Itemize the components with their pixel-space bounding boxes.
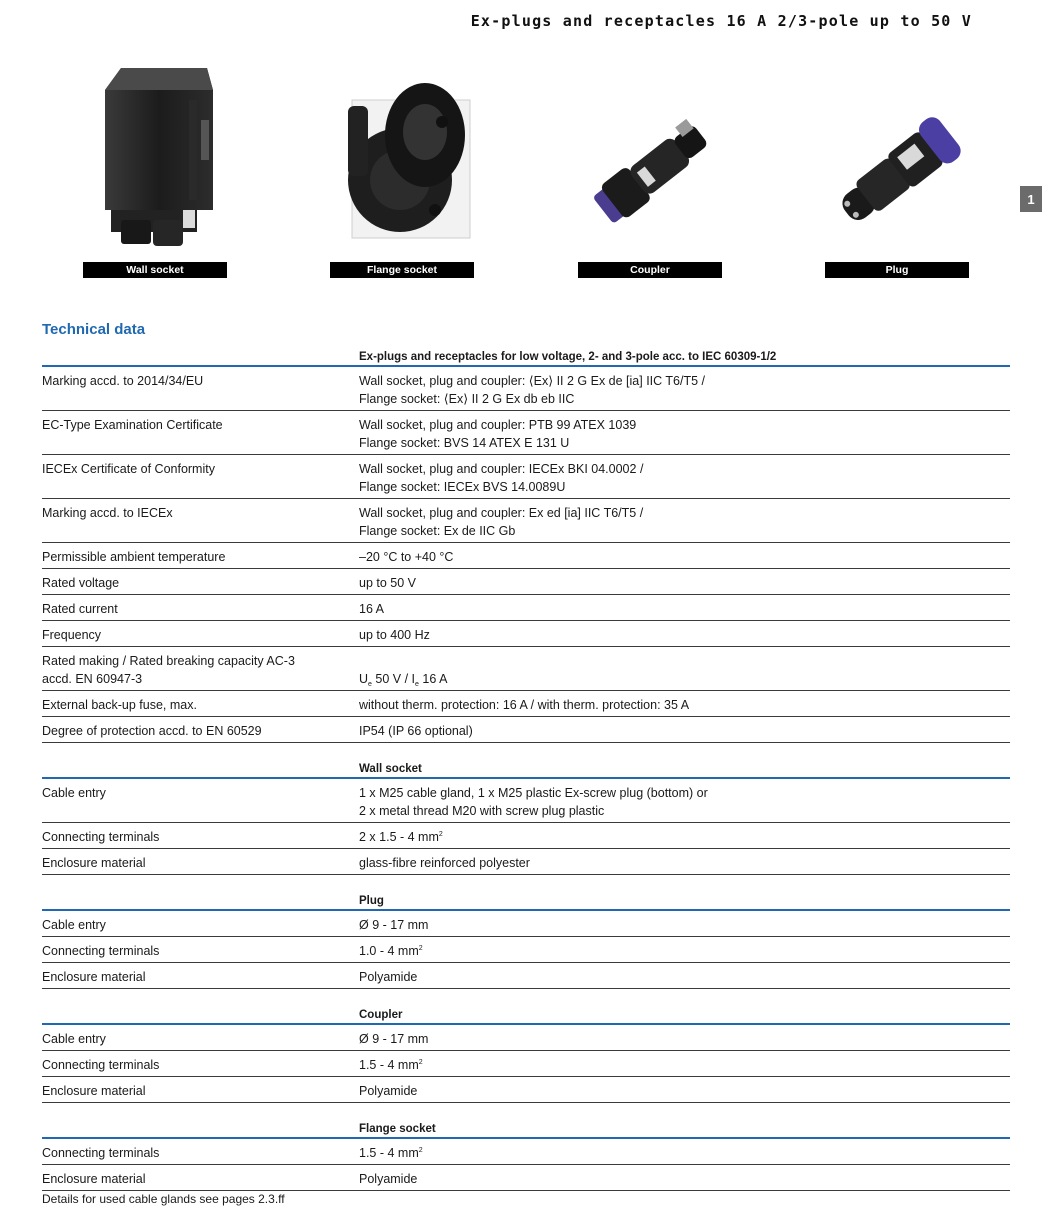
row-label: Connecting terminals	[42, 944, 160, 958]
value-superscript: 2	[418, 945, 423, 952]
table-row	[42, 595, 1010, 621]
product-wall-socket	[83, 60, 227, 276]
row-label: Enclosure material	[42, 1172, 146, 1186]
row-value-line: Flange socket: IECEx BVS 14.0089U	[359, 480, 566, 494]
row-value: glass-fibre reinforced polyester	[359, 856, 530, 870]
flange-socket-header-row	[42, 1103, 1010, 1139]
row-label: Frequency	[42, 628, 102, 642]
value-subscript: e	[415, 681, 419, 688]
row-value: Polyamide	[359, 1084, 418, 1098]
product-label: Coupler	[578, 262, 722, 278]
row-value	[359, 784, 999, 820]
product-label: Wall socket	[83, 262, 227, 278]
row-label	[42, 652, 342, 688]
table-row	[42, 717, 1010, 743]
row-value	[359, 828, 999, 849]
row-label: Permissible ambient temperature	[42, 550, 226, 564]
row-value-line: Flange socket: BVS 14 ATEX E 131 U	[359, 436, 570, 450]
row-label: Rated voltage	[42, 576, 120, 590]
table-header: Ex-plugs and receptacles for low voltage, 2- and 3-pole acc. to IEC 60309-1/2	[359, 351, 777, 363]
flange-socket-image	[330, 60, 474, 258]
table-header: Flange socket	[359, 1123, 436, 1135]
row-value-line: Flange socket: ⟨Ex⟩ II 2 G Ex db eb IIC	[359, 392, 575, 406]
table-row	[42, 911, 1010, 937]
value-part: 1.0 - 4 mm	[359, 944, 419, 958]
table-row	[42, 569, 1010, 595]
row-label: External back-up fuse, max.	[42, 698, 197, 712]
table-header: Wall socket	[359, 763, 422, 775]
table-row	[42, 543, 1010, 569]
value-superscript: 2	[418, 1147, 423, 1154]
table-row	[42, 1051, 1010, 1077]
row-value: up to 50 V	[359, 576, 416, 590]
table-row	[42, 849, 1010, 875]
row-value: up to 400 Hz	[359, 628, 430, 642]
row-label-line: accd. EN 60947-3	[42, 672, 143, 686]
value-superscript: 2	[418, 1059, 423, 1066]
chapter-tab[interactable]: 1	[1020, 186, 1042, 212]
row-value-line: 1 x M25 cable gland, 1 x M25 plastic Ex-screw plug (bottom) or	[359, 786, 708, 800]
footnote: Details for used cable glands see pages 2.3.ff	[42, 1192, 285, 1206]
value-subscript: e	[368, 681, 372, 688]
row-label: Enclosure material	[42, 970, 146, 984]
wall-socket-header-row	[42, 743, 1010, 779]
value-part: 16 A	[418, 672, 448, 686]
row-label: Enclosure material	[42, 856, 146, 870]
section-heading: Technical data	[42, 321, 146, 338]
value-part: 1.5 - 4 mm	[359, 1058, 419, 1072]
row-value-line: 2 x metal thread M20 with screw plug plastic	[359, 804, 605, 818]
product-label: Flange socket	[330, 262, 474, 278]
row-label-line: Rated making / Rated breaking capacity AC-3	[42, 654, 295, 668]
row-label: Rated current	[42, 602, 118, 616]
table-row	[42, 823, 1010, 849]
row-value: Polyamide	[359, 970, 418, 984]
row-label: Cable entry	[42, 918, 106, 932]
row-value-line: Wall socket, plug and coupler: ⟨Ex⟩ II 2 G Ex de [ia] IIC T6/T5 /	[359, 374, 706, 388]
product-label: Plug	[825, 262, 969, 278]
row-value	[359, 460, 999, 496]
table-row	[42, 937, 1010, 963]
row-label: Marking accd. to IECEx	[42, 506, 173, 520]
row-value-line: Wall socket, plug and coupler: Ex ed [ia] IIC T6/T5 /	[359, 506, 644, 520]
table-row	[42, 1139, 1010, 1165]
value-part: 2 x 1.5 - 4 mm	[359, 830, 439, 844]
page-title: Ex-plugs and receptacles 16 A 2/3-pole up to 50 V	[470, 12, 972, 30]
table-row	[42, 691, 1010, 717]
table-header: Plug	[359, 895, 384, 907]
table-row	[42, 1165, 1010, 1191]
plug-image	[825, 60, 969, 258]
row-label: Cable entry	[42, 786, 106, 800]
table-row	[42, 963, 1010, 989]
plug-header-row	[42, 875, 1010, 911]
value-symbol-u: U	[359, 672, 369, 686]
row-value-line: Wall socket, plug and coupler: IECEx BKI 04.0002 /	[359, 462, 644, 476]
row-value	[359, 1144, 999, 1165]
row-label: Degree of protection accd. to EN 60529	[42, 724, 262, 738]
row-value	[359, 372, 999, 408]
wall-socket-image	[83, 60, 227, 258]
value-part: 50 V / I	[371, 672, 416, 686]
row-label: Cable entry	[42, 1032, 106, 1046]
row-value: without therm. protection: 16 A / with therm. protection: 35 A	[359, 698, 690, 712]
table-header: Coupler	[359, 1009, 403, 1021]
table-row	[42, 499, 1010, 543]
row-value: Polyamide	[359, 1172, 418, 1186]
row-value-line: Wall socket, plug and coupler: PTB 99 ATEX 1039	[359, 418, 637, 432]
table-row	[42, 779, 1010, 823]
value-part: 1.5 - 4 mm	[359, 1146, 419, 1160]
coupler-header-row	[42, 989, 1010, 1025]
row-label: Enclosure material	[42, 1084, 146, 1098]
value-superscript: 2	[438, 831, 443, 838]
row-label: Connecting terminals	[42, 1058, 160, 1072]
row-value	[359, 670, 999, 691]
row-value	[359, 942, 999, 963]
table-row	[42, 1077, 1010, 1103]
table-row	[42, 647, 1010, 691]
row-value: IP54 (IP 66 optional)	[359, 724, 473, 738]
row-value	[359, 416, 999, 452]
technical-data-table	[42, 345, 1010, 1191]
row-label: IECEx Certificate of Conformity	[42, 462, 215, 476]
row-value: Ø 9 - 17 mm	[359, 918, 429, 932]
general-header-row	[42, 345, 1010, 367]
row-label: Marking accd. to 2014/34/EU	[42, 374, 204, 388]
table-row	[42, 1025, 1010, 1051]
table-row	[42, 621, 1010, 647]
table-row	[42, 367, 1010, 411]
table-row	[42, 455, 1010, 499]
product-plug	[825, 60, 969, 276]
row-value: 16 A	[359, 602, 385, 616]
row-value: Ø 9 - 17 mm	[359, 1032, 429, 1046]
product-coupler	[578, 60, 722, 276]
row-value-line: Flange socket: Ex de IIC Gb	[359, 524, 516, 538]
row-value: –20 °C to +40 °C	[359, 550, 454, 564]
row-label: Connecting terminals	[42, 830, 160, 844]
row-label: EC-Type Examination Certificate	[42, 418, 223, 432]
row-label: Connecting terminals	[42, 1146, 160, 1160]
row-value	[359, 1056, 999, 1077]
product-flange-socket	[330, 60, 474, 276]
coupler-image	[578, 60, 722, 258]
table-row	[42, 411, 1010, 455]
row-value	[359, 504, 999, 540]
